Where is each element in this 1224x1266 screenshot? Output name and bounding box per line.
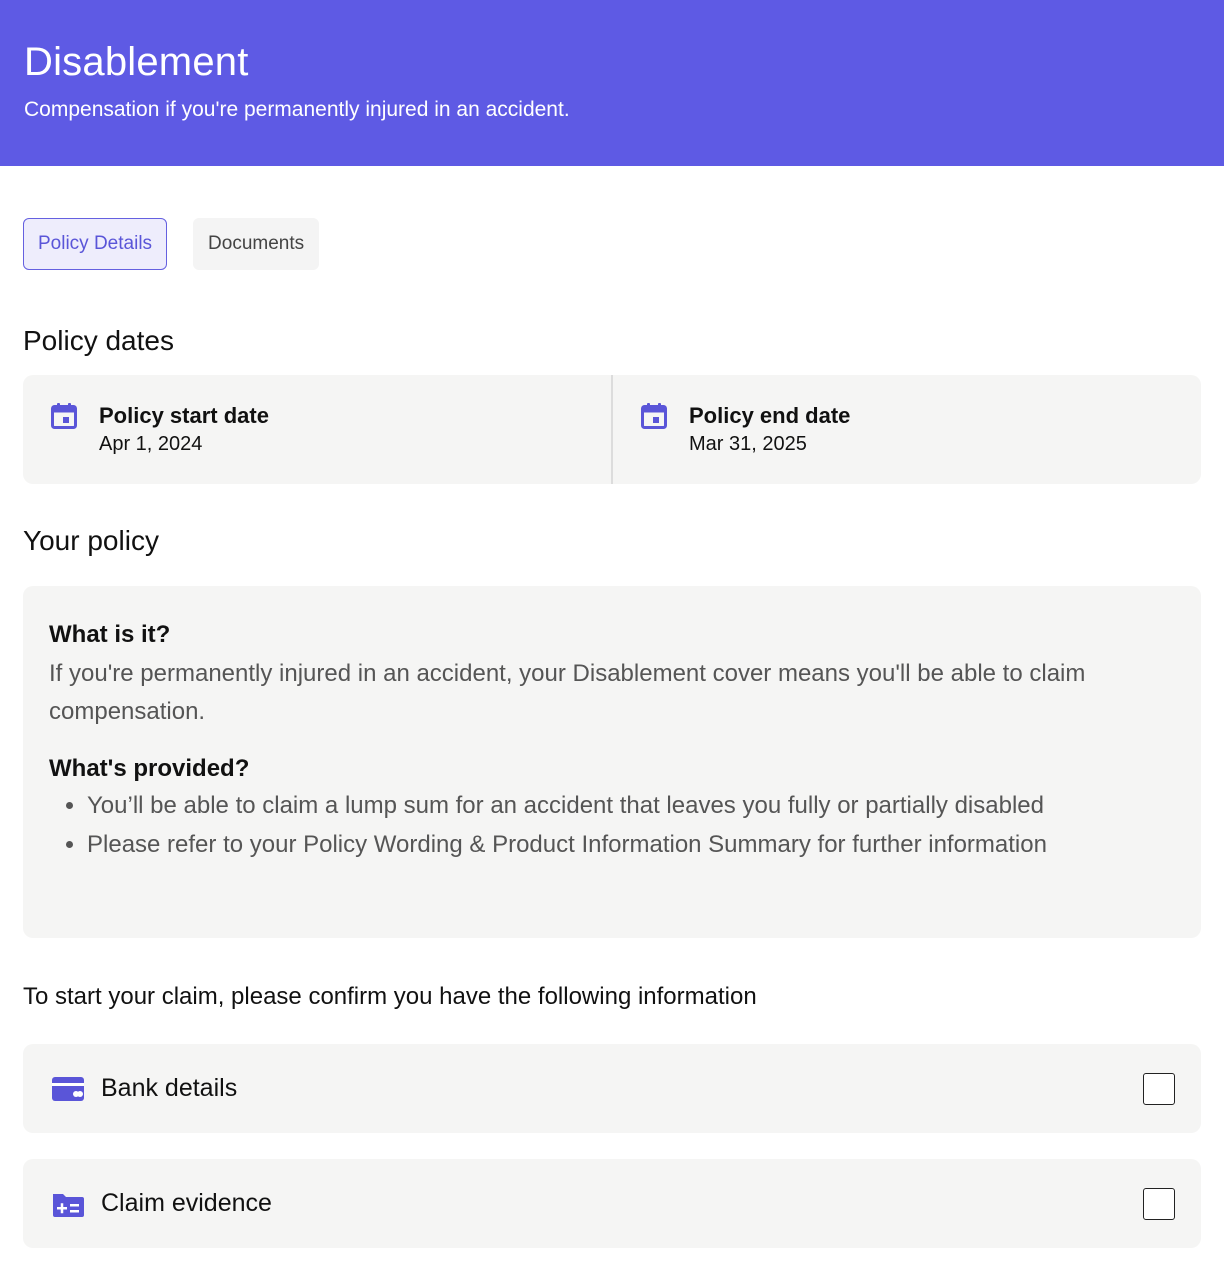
tab-bar bbox=[23, 218, 1201, 270]
what-is-it-text: If you're permanently injured in an accident, your Disablement cover means you'll be able to claim compensation. bbox=[49, 660, 1086, 725]
page-header bbox=[0, 0, 1224, 166]
calendar-icon bbox=[51, 403, 77, 429]
calendar-icon bbox=[641, 403, 667, 429]
policy-start-date bbox=[23, 375, 611, 484]
policy-dates-title: Policy dates bbox=[23, 325, 174, 356]
list-item: • Please refer to your Policy Wording & Product Information Summary for further information bbox=[87, 826, 1175, 865]
page-subtitle: Compensation if you're permanently injured in an accident. bbox=[24, 98, 570, 121]
bank-details-label: Bank details bbox=[101, 1074, 238, 1102]
claim-heading: To start your claim, please confirm you have the following information bbox=[23, 983, 757, 1010]
tab-policy-details[interactable]: Policy Details bbox=[23, 218, 167, 270]
policy-info-card bbox=[23, 586, 1201, 938]
page-title: Disablement bbox=[24, 40, 249, 84]
claim-evidence-row[interactable] bbox=[23, 1159, 1201, 1248]
bank-card-icon bbox=[51, 1074, 85, 1104]
provided-list bbox=[49, 787, 1175, 864]
policy-end-date bbox=[611, 375, 1201, 484]
bank-details-checkbox[interactable] bbox=[1143, 1073, 1175, 1105]
folder-add-icon bbox=[51, 1189, 85, 1219]
claim-evidence-checkbox[interactable] bbox=[1143, 1188, 1175, 1220]
end-date-label: Policy end date bbox=[689, 403, 851, 428]
claim-evidence-label: Claim evidence bbox=[101, 1189, 272, 1217]
policy-dates-card bbox=[23, 375, 1201, 484]
start-date-label: Policy start date bbox=[99, 403, 269, 428]
start-date-value: Apr 1, 2024 bbox=[99, 433, 203, 455]
tab-documents[interactable]: Documents bbox=[193, 218, 319, 270]
whats-provided-heading: What's provided? bbox=[49, 755, 250, 782]
main-content bbox=[0, 218, 1224, 1248]
bank-details-row[interactable] bbox=[23, 1044, 1201, 1133]
list-item: • You’ll be able to claim a lump sum for an accident that leaves you fully or partially disabled bbox=[87, 787, 1175, 826]
your-policy-title: Your policy bbox=[23, 525, 159, 556]
what-is-it-heading: What is it? bbox=[49, 621, 171, 648]
end-date-value: Mar 31, 2025 bbox=[689, 433, 807, 455]
